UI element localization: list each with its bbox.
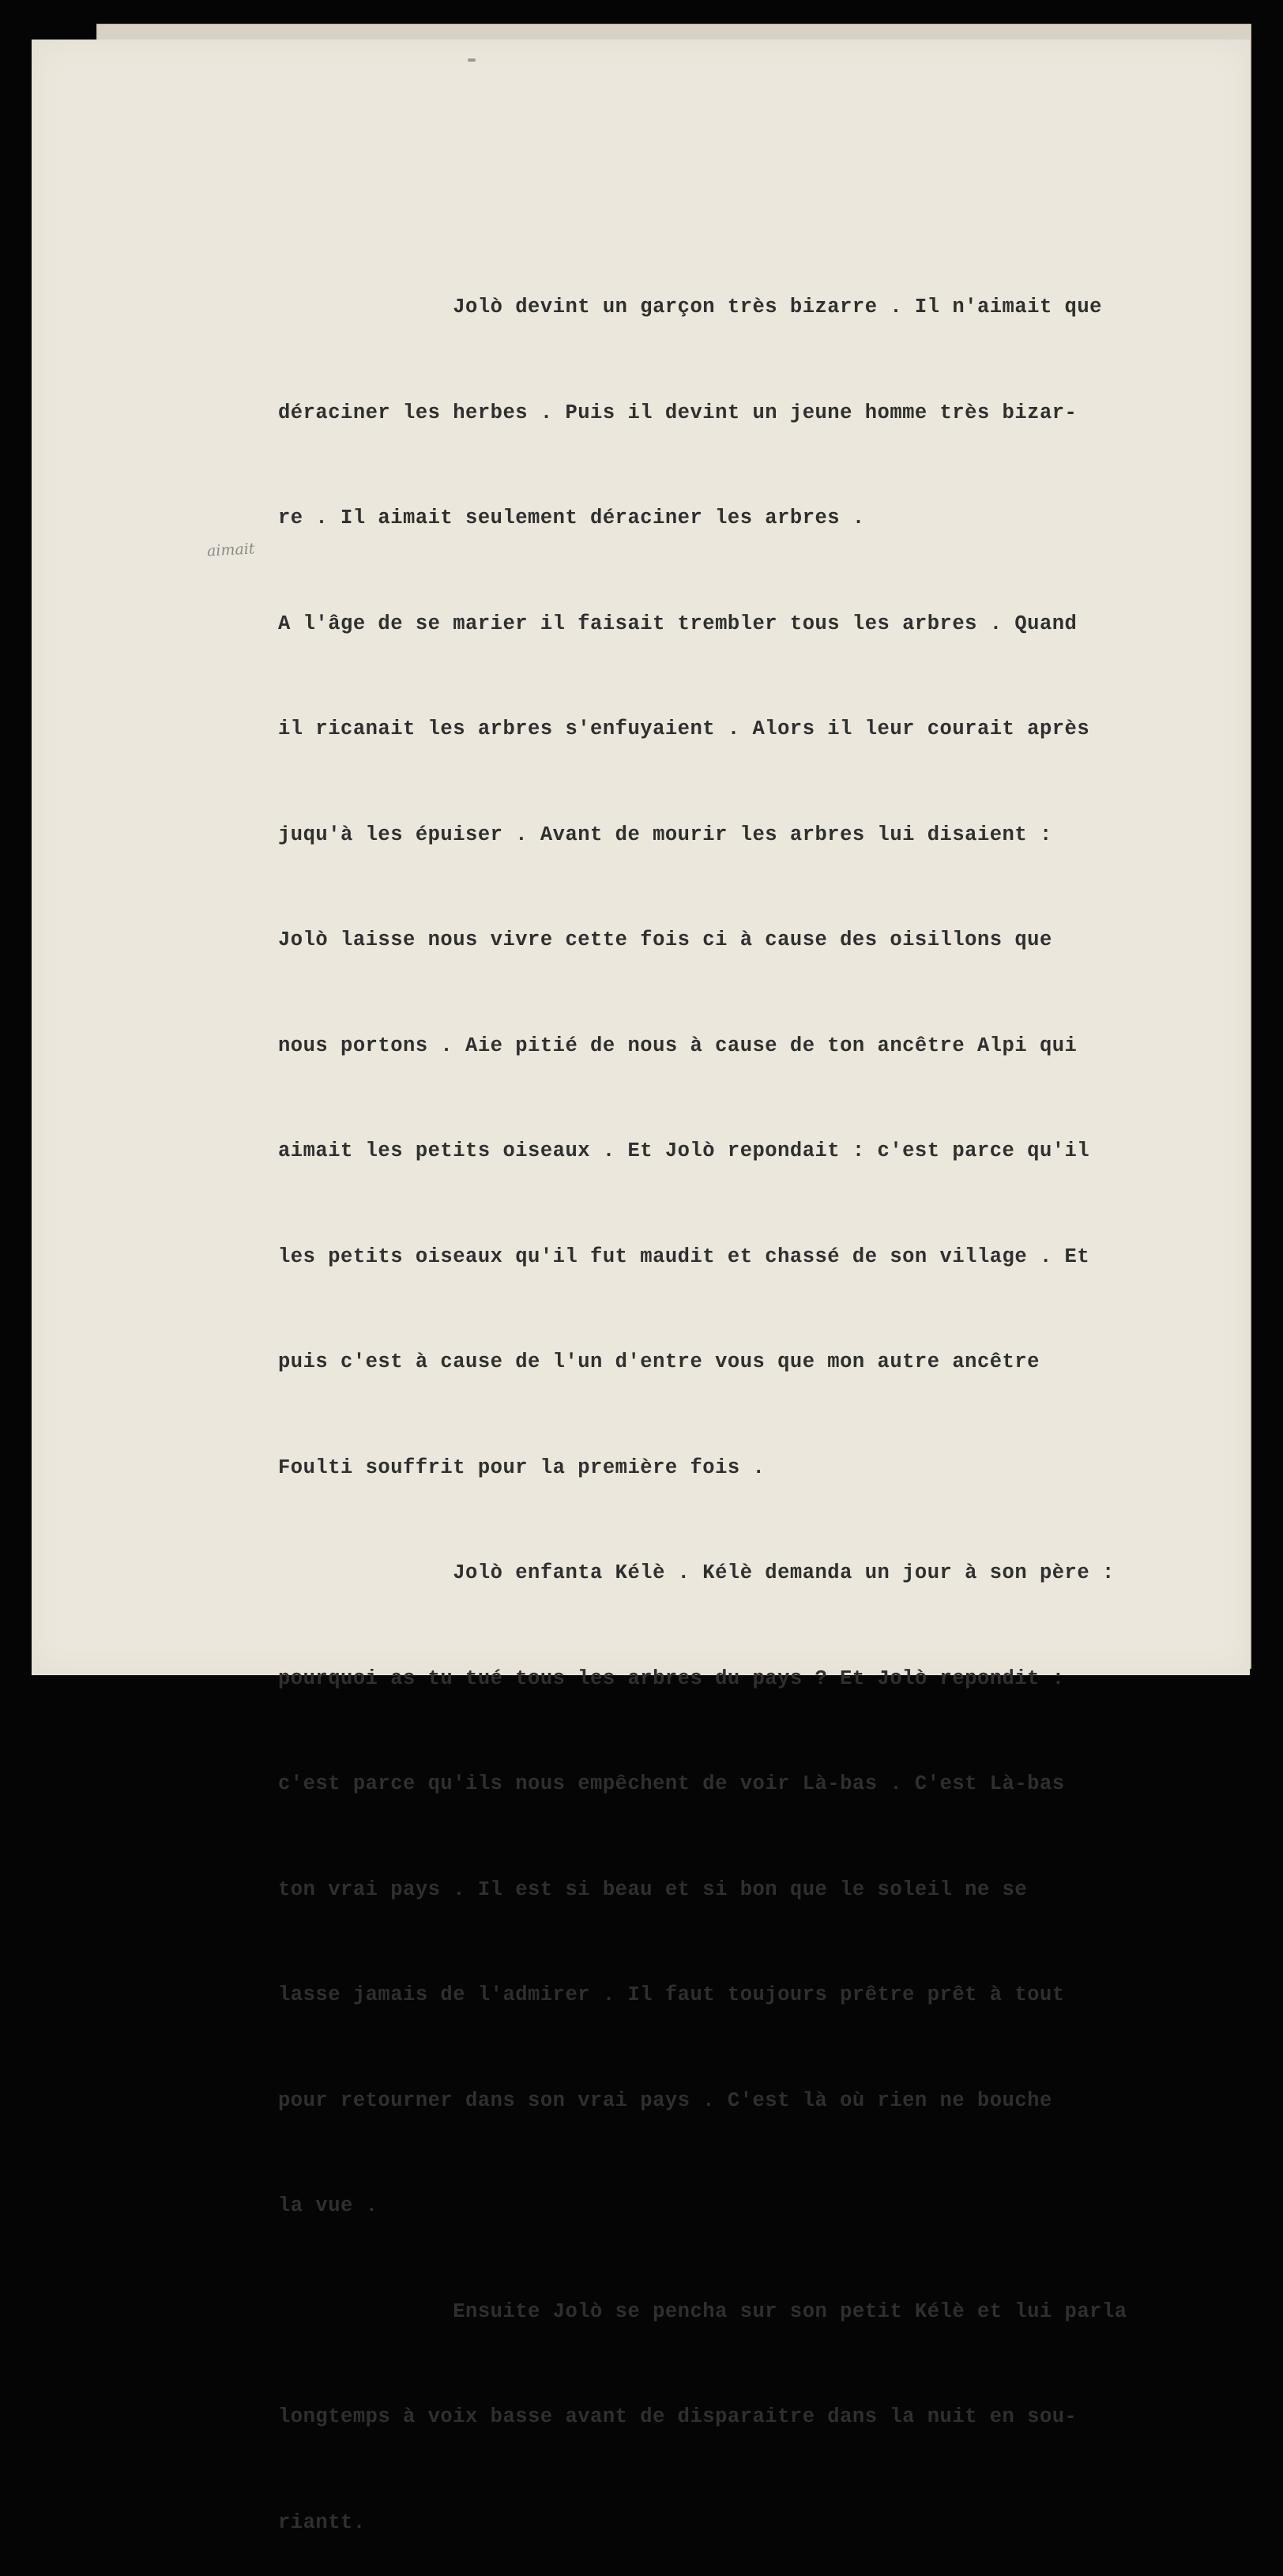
text-line: Jolò devint un garçon très bizarre . Il n'aimait que [278,296,1102,318]
text-line: juqu'à les épuiser . Avant de mourir les arbres lui disaient : [278,823,1052,846]
text-line: ton vrai pays . Il est si beau et si bon que le soleil ne se [278,1877,1028,1901]
text-line: c'est parce qu'ils nous empêchent de voir Là-bas . C'est Là-bas [278,1772,1065,1795]
text-line: Jolò enfanta Kélè . Kélè demanda un jour à son père : [278,1561,1115,1584]
text-line: riantt. [278,2510,366,2534]
text-line: nous portons . Aie pitié de nous à cause de ton ancêtre Alpi qui [278,1034,1078,1057]
text-line: pourquoi as tu tué tous les arbres du pays ? Et Jolò repondit : [278,1666,1065,1690]
ink-smudge [468,58,476,62]
text-line: Foulti souffrit pour la première fois . [278,1456,766,1479]
text-line: les petits oiseaux qu'il fut maudit et chassé de son village . Et [278,1245,1090,1268]
text-line: A l'âge de se marier il faisait trembler tous les arbres . Quand [278,612,1078,635]
text-line: lasse jamais de l'admirer . Il faut toujours prêtre prêt à tout [278,1983,1065,2006]
text-line: la vue . [278,2194,378,2217]
text-line: longtemps à voix basse avant de disparaitre dans la nuit en sou- [278,2405,1078,2428]
text-line: il ricanait les arbres s'enfuyaient . Alors il leur courait après [278,717,1090,740]
text-line: re . Il aimait seulement déraciner les arbres . [278,507,865,529]
text-line: déraciner les herbes . Puis il devint un jeune homme très bizar- [278,401,1078,424]
handwritten-margin-note: aimait [206,540,256,560]
text-line: aimait les petits oiseaux . Et Jolò repondait : c'est parce qu'il [278,1139,1090,1162]
text-line: pour retourner dans son vrai pays . C'est là où rien ne bouche [278,2088,1052,2112]
typewritten-text [278,220,1258,2576]
text-line: Ensuite Jolò se pencha sur son petit Kélè et lui parla [278,2299,1127,2323]
text-line: puis c'est à cause de l'un d'entre vous que mon autre ancêtre [278,1350,1040,1373]
text-line: Jolò laisse nous vivre cette fois ci à cause des oisillons que [278,928,1052,951]
